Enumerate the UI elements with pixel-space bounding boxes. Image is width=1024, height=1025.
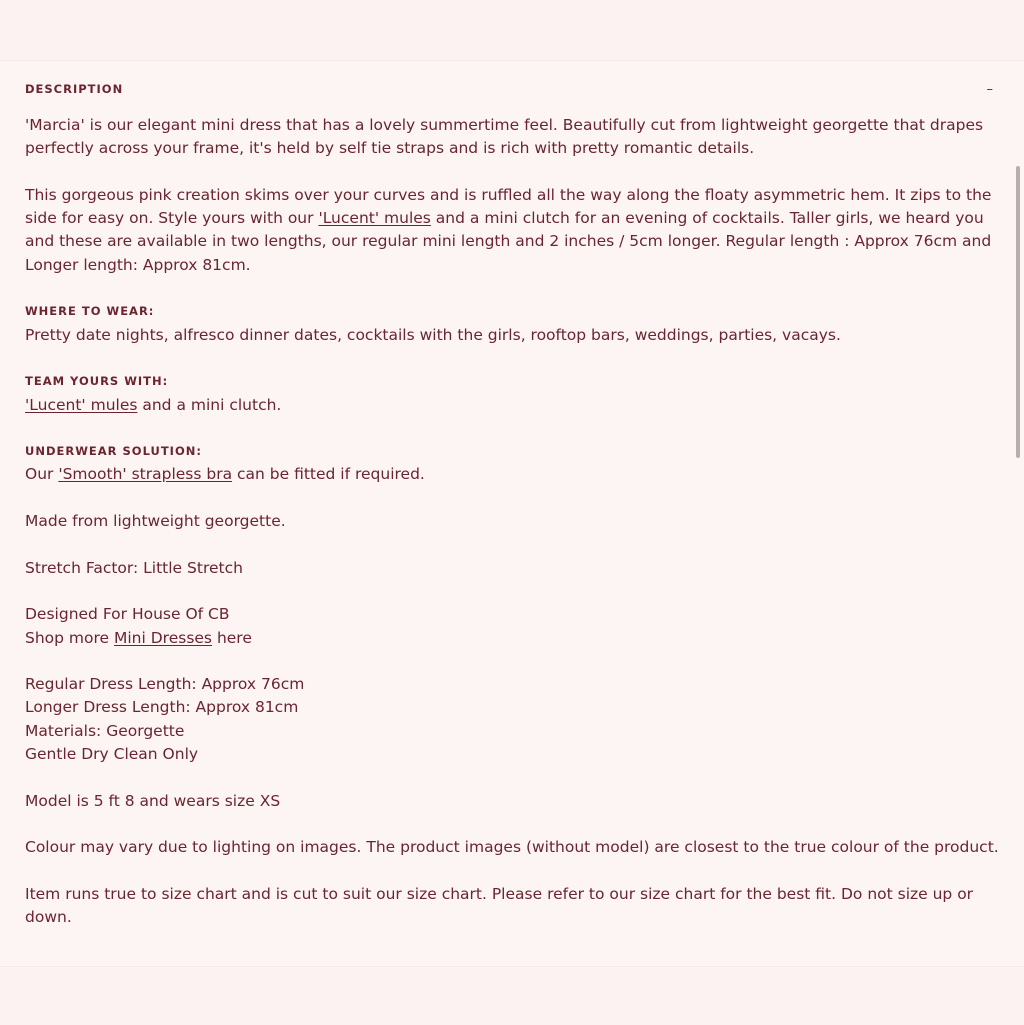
underwear-solution-label: UNDERWEAR SOLUTION:	[25, 444, 202, 459]
shop-more-before: Shop more	[25, 628, 114, 647]
designed-text: Designed For House Of CB	[25, 605, 230, 624]
colour-note: Colour may vary due to lighting on images. The product images (without model) are closest to the true colour of the product.	[25, 838, 999, 857]
where-to-wear-text: Pretty date nights, alfresco dinner dates, cocktails with the girls, rooftop bars, weddings, parties, vacays.	[25, 325, 841, 344]
underwear-solution-text	[25, 463, 1000, 486]
shop-more-text	[25, 627, 1000, 650]
scrollbar-thumb[interactable]	[1016, 166, 1020, 458]
material-text: Made from lightweight georgette.	[25, 512, 286, 531]
description-header[interactable]	[25, 80, 993, 98]
underwear-text-after: can be fitted if required.	[232, 465, 425, 484]
model-text: Model is 5 ft 8 and wears size XS	[25, 791, 281, 810]
team-yours-with-label: TEAM YOURS WITH:	[25, 374, 169, 389]
bottom-band	[0, 966, 1024, 1025]
intro-paragraph: 'Marcia' is our elegant mini dress that has a lovely summertime feel. Beautifully cut from lightweight georgette that drapes perfectly across your frame, it's held by self tie straps and is rich with pretty romantic details.	[25, 116, 984, 158]
collapse-icon[interactable]: –	[986, 81, 993, 97]
mini-dresses-link[interactable]: Mini Dresses	[114, 628, 213, 647]
top-band	[0, 0, 1024, 61]
team-lucent-mules-link[interactable]: 'Lucent' mules	[25, 395, 138, 414]
description-title: DESCRIPTION	[25, 82, 124, 96]
team-text-after: and a mini clutch.	[137, 395, 282, 414]
details-text-after: and a mini clutch for an evening of cocktails. Taller girls, we heard you and these are available in two lengths, our regular mini length and 2 inches / 5cm longer. Regular length : Approx 76cm and Longer length: Approx 81cm.	[25, 209, 992, 274]
lucent-mules-link[interactable]: 'Lucent' mules	[318, 209, 431, 228]
where-to-wear-label: WHERE TO WEAR:	[25, 304, 155, 319]
size-note: Item runs true to size chart and is cut to suit our size chart. Please refer to our size chart for the best fit. Do not size up or down.	[25, 884, 974, 927]
shop-more-after: here	[212, 628, 252, 647]
spec-longer-length: Longer Dress Length: Approx 81cm	[25, 698, 299, 717]
smooth-bra-link[interactable]: 'Smooth' strapless bra	[58, 465, 233, 484]
underwear-text-before: Our	[25, 465, 59, 484]
spec-care: Gentle Dry Clean Only	[25, 745, 199, 764]
details-paragraph	[25, 184, 1000, 277]
stretch-text: Stretch Factor: Little Stretch	[25, 558, 243, 577]
spec-materials: Materials: Georgette	[25, 721, 185, 740]
details-text-before: This gorgeous pink creation skims over your curves and is ruffled all the way along the floaty asymmetric hem. It zips to the side for easy on. Style yours with our	[25, 185, 992, 228]
team-yours-with-text	[25, 394, 1000, 417]
description-content	[25, 114, 1000, 929]
spec-regular-length: Regular Dress Length: Approx 76cm	[25, 675, 305, 694]
